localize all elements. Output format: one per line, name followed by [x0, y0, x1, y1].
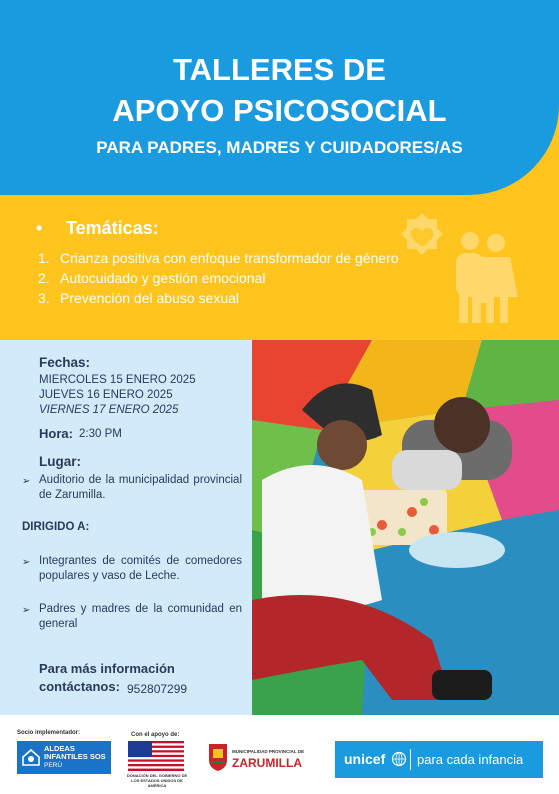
muni-line-1: MUNICIPALIDAD PROVINCIAL DE [232, 749, 305, 754]
contact-line-1: Para más información [39, 661, 175, 676]
unicef-tagline: para cada infancia [417, 752, 524, 767]
title-line-1: TALLERES DE [173, 52, 386, 87]
sos-line-2: INFANTILES SOS [44, 752, 106, 761]
unicef-globe-icon [391, 751, 407, 767]
implementer-label: Socio implementador: [17, 730, 81, 736]
audience-item: Integrantes de comités de comedores populares y vaso de Leche. [39, 555, 242, 582]
audience-label: DIRIGIDO A: [22, 521, 90, 533]
sos-logo [17, 741, 111, 774]
arrow-bullet-icon: ➢ [22, 557, 31, 568]
unicef-logo [335, 741, 543, 778]
topic-item [38, 290, 399, 310]
date-line: JUEVES 16 ENERO 2025 [39, 389, 173, 401]
topic-text: Autocuidado y gestión emocional [60, 270, 266, 286]
date-line: MIERCOLES 15 ENERO 2025 [39, 374, 196, 386]
place-label: Lugar: [39, 454, 81, 469]
support-label: Con el apoyo de: [131, 732, 180, 738]
date-line: VIERNES 17 ENERO 2025 [39, 404, 179, 416]
unicef-brand: unicef [344, 751, 386, 767]
sos-house-icon [21, 747, 41, 767]
time-label: Hora: [39, 426, 73, 441]
contact-line-2: contáctanos: [39, 679, 120, 694]
topic-text: Prevención del abuso sexual [60, 290, 240, 306]
audience-item: Padres y madres de la comunidad en general [39, 603, 242, 630]
title-line-2: APOYO PSICOSOCIAL [112, 93, 447, 128]
family-icon [382, 205, 552, 330]
time-value: 2:30 PM [79, 428, 122, 440]
unicef-divider [410, 749, 411, 770]
topic-item [38, 270, 399, 290]
usa-flag-icon [128, 741, 184, 771]
sos-line-3: PERÚ [44, 762, 63, 769]
phone-number: 952807299 [127, 682, 188, 696]
sos-line-1: ALDEAS [44, 744, 75, 753]
topic-number: 2. [38, 270, 50, 286]
subtitle: PARA PADRES, MADRES Y CUIDADORES/AS [96, 138, 463, 157]
topics-bullet: • [36, 218, 43, 238]
arrow-bullet-icon: ➢ [22, 476, 31, 487]
topic-text: Crianza positiva con enfoque transformador de género [60, 250, 399, 266]
topic-number: 1. [38, 250, 50, 266]
place-text: Auditorio de la municipalidad provincial de Zarumilla. [39, 474, 242, 501]
workshop-photo [252, 340, 559, 715]
topic-number: 3. [38, 290, 50, 306]
zarumilla-shield-icon [207, 742, 229, 772]
topic-item [38, 250, 399, 270]
topics-heading [36, 218, 159, 239]
topics-list [38, 250, 399, 310]
dates-label: Fechas: [39, 355, 91, 370]
photo-illustration [252, 340, 559, 715]
topics-heading-text: Temáticas: [66, 218, 159, 238]
muni-line-2: ZARUMILLA [232, 756, 302, 770]
usa-caption: DONACIÓN DEL GOBIERNO DE LOS ESTADOS UNIDOS DE AMÉRICA [126, 773, 188, 788]
arrow-bullet-icon: ➢ [22, 605, 31, 616]
